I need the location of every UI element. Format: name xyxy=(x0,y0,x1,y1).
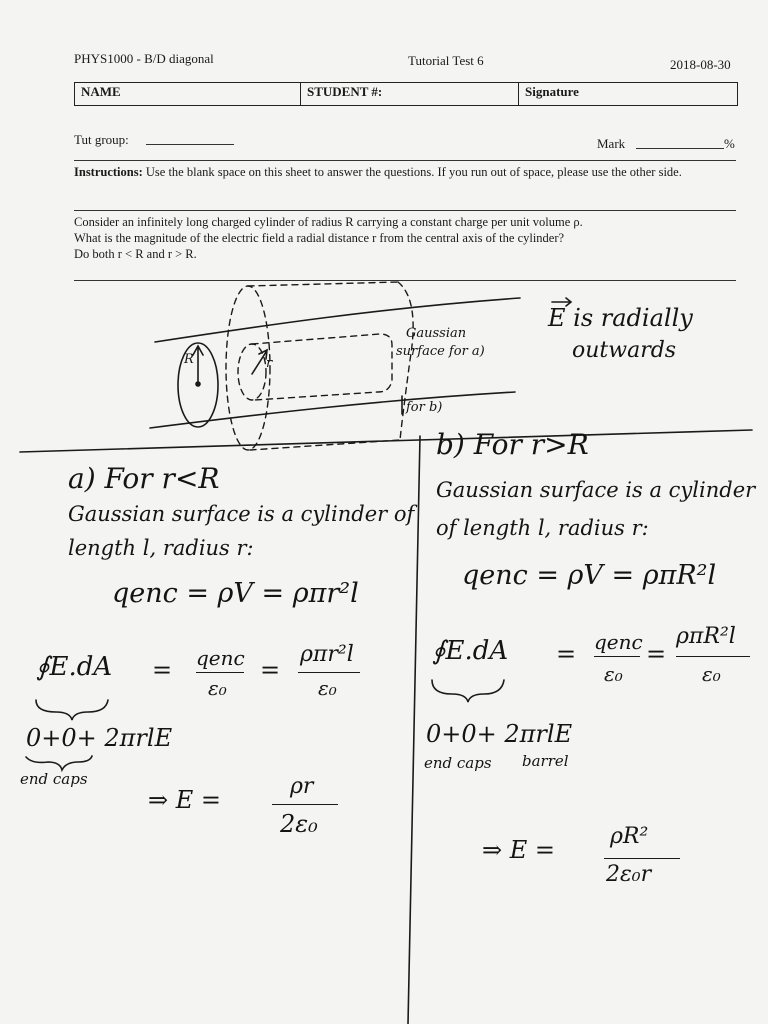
part-a-flux-terms: 0+0+ 2πrlE xyxy=(26,724,173,752)
part-a-gauss-num1: qenc xyxy=(196,646,245,670)
diagram-r-label: r xyxy=(266,356,273,371)
part-a-result-prefix: ⇒ E = xyxy=(148,786,221,814)
student-number-cell: STUDENT #: xyxy=(301,83,519,105)
test-date: 2018-08-30 xyxy=(670,57,731,72)
mark-label: Mark xyxy=(597,136,626,151)
diagram-R-label: R xyxy=(184,352,194,367)
course-title: PHYS1000 - B/D diagonal xyxy=(74,51,214,66)
signature-cell: Signature xyxy=(525,84,579,99)
part-a-qenc: qenc = ρV = ρπr²l xyxy=(112,578,359,609)
part-a-frac2-bar xyxy=(298,672,360,673)
part-a-line2: length l, radius r: xyxy=(68,536,254,560)
part-a-gauss-den1: ε₀ xyxy=(208,676,227,700)
part-b-barrel: barrel xyxy=(522,752,569,770)
part-b-flux-terms: 0+0+ 2πrlE xyxy=(426,720,573,748)
name-cell: NAME xyxy=(75,83,301,105)
part-b-gauss-den1: ε₀ xyxy=(604,662,623,686)
gauss-b-cap xyxy=(226,286,273,450)
test-title: Tutorial Test 6 xyxy=(408,53,484,68)
part-a-line1: Gaussian surface is a cylinder of xyxy=(68,502,415,526)
part-b-gauss-den2: ε₀ xyxy=(702,662,721,686)
gaussian-label-1: Gaussian xyxy=(406,326,467,341)
part-a-result-bar xyxy=(272,804,338,805)
part-b-line2: of length l, radius r: xyxy=(436,516,649,540)
instructions: Instructions: Use the blank space on this sheet to answer the questions. If you run out of space, please use the other side. xyxy=(74,165,682,179)
part-a-gauss-den2: ε₀ xyxy=(318,676,337,700)
part-b-gauss-eq2: = xyxy=(646,640,667,668)
part-a-gauss-eq2: = xyxy=(260,656,281,684)
e-note-1: E is radially xyxy=(548,304,693,332)
question-text: Consider an infinitely long charged cylinder of radius R carrying a constant charge per unit volume ρ. What is the magnitude of the electric field a radial distance r from the central axis of the cylinder? Do both r < R and r > R. xyxy=(74,215,583,261)
part-b-line1: Gaussian surface is a cylinder xyxy=(436,478,756,502)
for-b-label: for b) xyxy=(406,400,443,415)
gaussian-label-2: surface for a) xyxy=(396,344,485,359)
part-b-gauss-eq: = xyxy=(556,640,577,668)
part-b-gauss-num1: qenc xyxy=(594,630,643,654)
part-a-frac1-bar xyxy=(196,672,244,673)
part-a-result-num: ρr xyxy=(290,774,314,799)
part-a-heading: a) For r<R xyxy=(68,462,220,495)
e-note-2: outwards xyxy=(572,338,677,363)
radius-R-arrow xyxy=(193,346,203,382)
cylinder-bottom-line xyxy=(150,392,515,428)
part-a-endcaps: end caps xyxy=(20,770,88,788)
part-b-result-num: ρR² xyxy=(610,824,649,849)
part-b-result-den: 2ε₀r xyxy=(606,862,652,887)
part-a-gauss-eq: = xyxy=(152,656,173,684)
part-a-gauss-lhs: ∮E.dA xyxy=(36,652,113,682)
answer-divider xyxy=(20,430,752,452)
part-b-result-prefix: ⇒ E = xyxy=(482,836,555,864)
tut-group-label: Tut group: xyxy=(74,132,129,147)
part-b-frac1-bar xyxy=(594,656,640,657)
part-b-gauss-lhs: ∮E.dA xyxy=(432,636,509,666)
part-b-frac2-bar xyxy=(676,656,750,657)
part-b-qenc: qenc = ρV = ρπR²l xyxy=(462,560,717,591)
part-a-gauss-num2: ρπr²l xyxy=(300,642,354,667)
part-b-result-bar xyxy=(604,858,680,859)
part-b-gauss-num2: ρπR²l xyxy=(676,624,736,649)
part-a-result-den: 2ε₀ xyxy=(280,810,318,838)
part-b-endcaps: end caps xyxy=(424,754,492,772)
mark-unit: % xyxy=(724,136,735,151)
part-b-heading: b) For r>R xyxy=(436,428,589,461)
